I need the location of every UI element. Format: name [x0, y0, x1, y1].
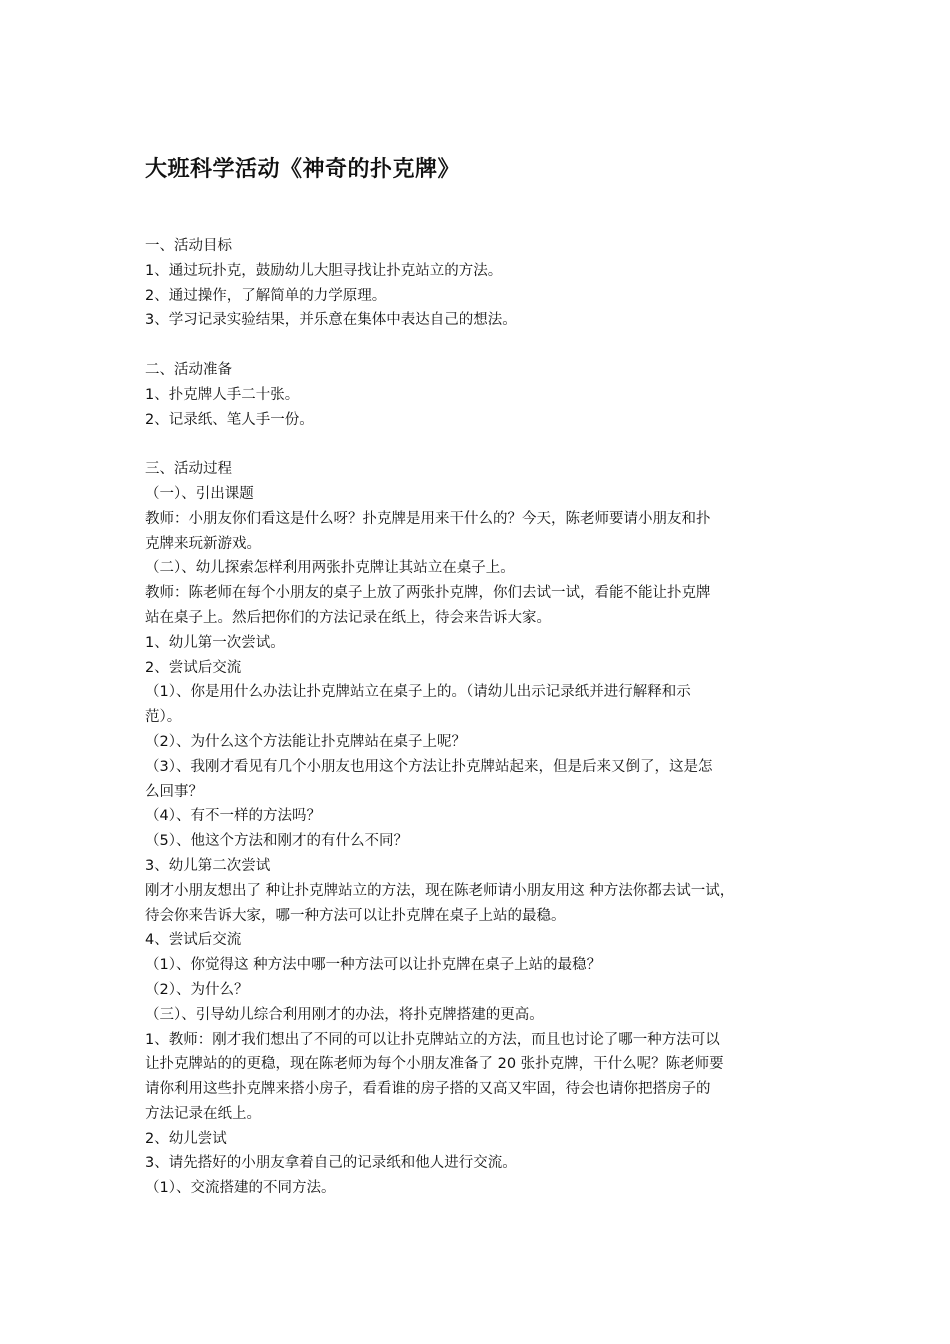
paragraph-line: 3、幼儿第二次尝试 — [145, 857, 271, 874]
paragraph-line: 克牌来玩新游戏。 — [145, 535, 261, 552]
paragraph-line: （4）、有不一样的方法吗？ — [145, 808, 321, 825]
paragraph-line: 范）。 — [145, 709, 182, 726]
paragraph-line: 3、学习记录实验结果，并乐意在集体中表达自己的想法。 — [145, 312, 517, 329]
paragraph-line: （2）、为什么这个方法能让扑克牌站在桌子上呢？ — [145, 733, 466, 750]
paragraph-line: 站在桌子上。然后把你们的方法记录在纸上，待会来告诉大家。 — [145, 609, 551, 626]
paragraph-line: （一）、引出课题 — [145, 485, 254, 502]
paragraph-line: 请你利用这些扑克牌来搭小房子，看看谁的房子搭的又高又牢固，待会也请你把搭房子的 — [145, 1081, 711, 1098]
document-body — [145, 152, 810, 1201]
paragraph-line: 2、尝试后交流 — [145, 659, 242, 676]
document-title: 大班科学活动《神奇的扑克牌》 — [145, 157, 461, 182]
paragraph-line: （5）、他这个方法和刚才的有什么不同？ — [145, 833, 408, 850]
paragraph-line: （3）、我刚才看见有几个小朋友也用这个方法让扑克牌站起来，但是后来又倒了，这是怎 — [145, 758, 713, 775]
paragraph-line: 1、通过玩扑克，鼓励幼儿大胆寻找让扑克站立的方法。 — [145, 262, 503, 279]
paragraph-line: （1）、交流搭建的不同方法。 — [145, 1180, 336, 1197]
paragraph-line: 让扑克牌站的的更稳，现在陈老师为每个小朋友准备了 20 张扑克牌，干什么呢？陈老师要 — [145, 1056, 724, 1073]
paragraph-line: 1、教师：刚才我们想出了不同的可以让扑克牌站立的方法，而且也讨论了哪一种方法可以 — [145, 1031, 720, 1048]
paragraph-line: 么回事？ — [145, 783, 203, 800]
paragraph-line: （三）、引导幼儿综合利用刚才的办法，将扑克牌搭建的更高。 — [145, 1006, 544, 1023]
paragraph-line: 3、请先搭好的小朋友拿着自己的记录纸和他人进行交流。 — [145, 1155, 517, 1172]
paragraph-line: （1）、你觉得这 种方法中哪一种方法可以让扑克牌在桌子上站的最稳？ — [145, 957, 602, 974]
section-heading: 二、活动准备 — [145, 361, 232, 378]
section-heading: 一、活动目标 — [145, 238, 232, 254]
paragraph-line: 2、通过操作，了解简单的力学原理。 — [145, 287, 387, 304]
paragraph-line: 教师：陈老师在每个小朋友的桌子上放了两张扑克牌，你们去试一试，看能不能让扑克牌 — [145, 585, 711, 602]
paragraph-line: （1）、你是用什么办法让扑克牌站立在桌子上的。（请幼儿出示记录纸并进行解释和示 — [145, 684, 691, 701]
paragraph-line: 1、扑克牌人手二十张。 — [145, 386, 300, 403]
paragraph-line: 方法记录在纸上。 — [145, 1105, 261, 1122]
blank-line — [145, 333, 810, 358]
section-heading: 三、活动过程 — [145, 461, 232, 478]
paragraph-line: 刚才小朋友想出了 种让扑克牌站立的方法，现在陈老师请小朋友用这 种方法你都去试一试， — [145, 882, 735, 899]
paragraph-line: （2）、为什么？ — [145, 981, 249, 998]
paragraph-line: 2、记录纸、笔人手一份。 — [145, 411, 314, 428]
paragraph-line: 4、尝试后交流 — [145, 932, 242, 949]
paragraph-line: 待会你来告诉大家，哪一种方法可以让扑克牌在桌子上站的最稳。 — [145, 907, 566, 924]
paragraph-line: 2、幼儿尝试 — [145, 1130, 227, 1147]
paragraph-line: （二）、幼儿探索怎样利用两张扑克牌让其站立在桌子上。 — [145, 560, 515, 577]
paragraph-line: 1、幼儿第一次尝试。 — [145, 634, 285, 651]
paragraph-line: 教师：小朋友你们看这是什么呀？扑克牌是用来干什么的？今天，陈老师要请小朋友和扑 — [145, 510, 711, 527]
blank-line — [145, 432, 810, 457]
